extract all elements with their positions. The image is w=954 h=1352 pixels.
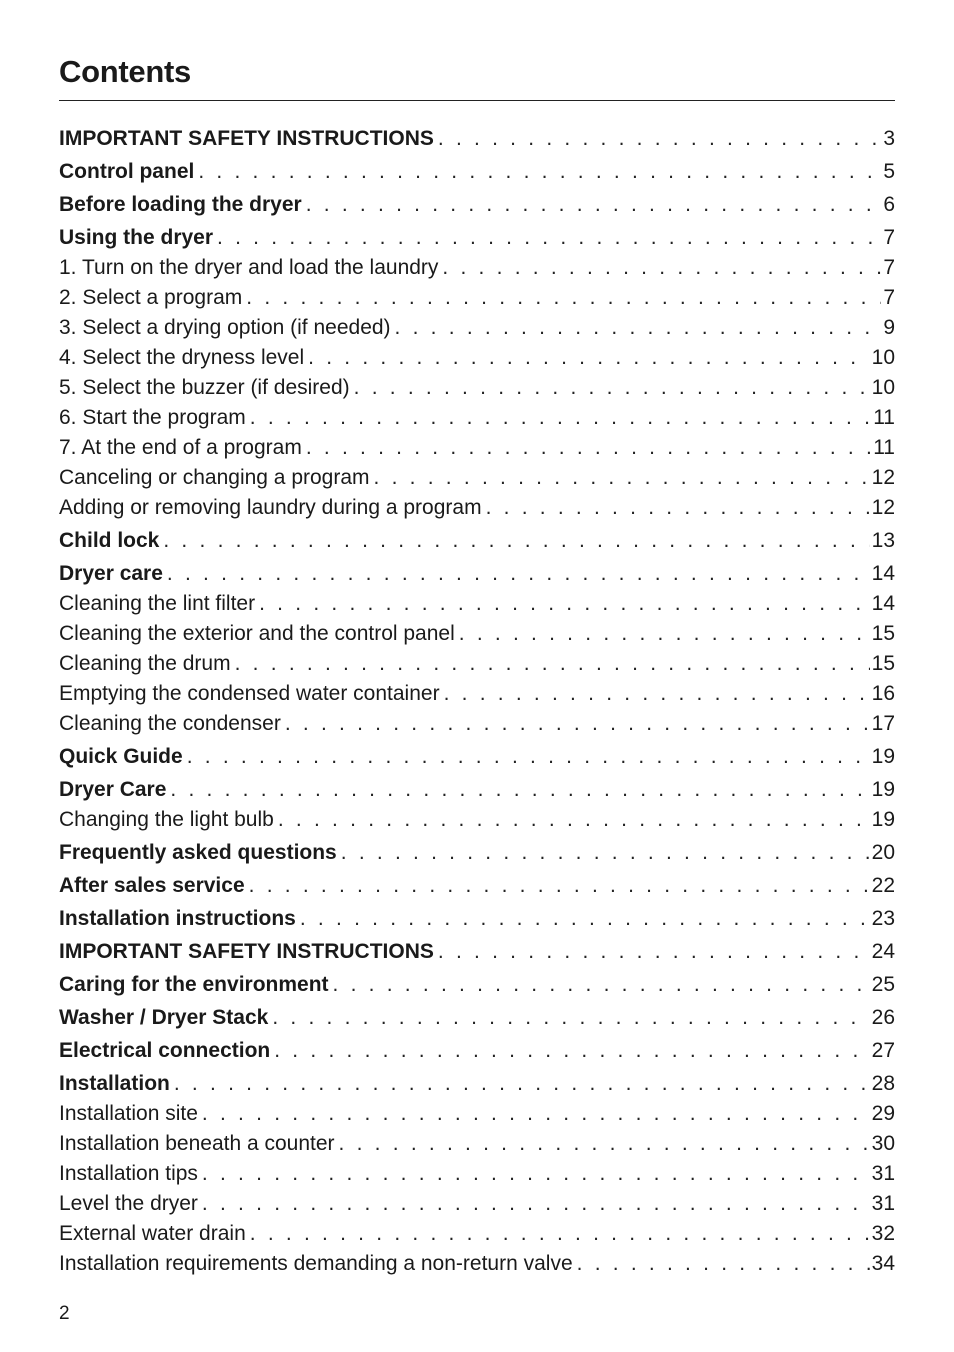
dot-leader (245, 871, 870, 901)
dot-leader (198, 1099, 870, 1129)
toc-entry-page: 12 (871, 466, 895, 489)
toc-entry-label: IMPORTANT SAFETY INSTRUCTIONS (59, 940, 434, 963)
dot-leader (302, 433, 871, 463)
dot-leader (246, 1219, 870, 1249)
toc-entry-label: External water drain (59, 1222, 246, 1245)
dot-leader (170, 1069, 870, 1099)
dot-leader (296, 904, 870, 934)
toc-entry-page: 12 (871, 496, 895, 519)
dot-leader (213, 223, 881, 253)
toc-section-entry[interactable] (59, 124, 895, 154)
toc-entry-label: Adding or removing laundry during a program (59, 496, 482, 519)
title-divider (59, 100, 895, 101)
page-title: Contents (59, 54, 191, 89)
toc-section-entry[interactable] (59, 526, 895, 556)
dot-leader (198, 1159, 870, 1189)
toc-entry-page: 30 (871, 1132, 895, 1155)
dot-leader (302, 190, 882, 220)
toc-entry-label: Dryer Care (59, 778, 167, 801)
toc-subentry[interactable] (59, 589, 895, 619)
toc-entry-label: Washer / Dryer Stack (59, 1006, 269, 1029)
toc-entry-page: 7 (883, 256, 895, 279)
toc-entry-label: Control panel (59, 160, 195, 183)
toc-subentry[interactable] (59, 1249, 895, 1279)
toc-entry-label: Frequently asked questions (59, 841, 337, 864)
dot-leader (194, 157, 881, 187)
toc-section-entry[interactable] (59, 970, 895, 1000)
toc-entry-page: 27 (871, 1039, 895, 1062)
dot-leader (337, 838, 870, 868)
dot-leader (183, 742, 870, 772)
toc-subentry[interactable] (59, 343, 895, 373)
dot-leader (274, 805, 870, 835)
toc-entry-page: 7 (883, 226, 895, 249)
toc-subentry[interactable] (59, 1219, 895, 1249)
toc-entry-label: IMPORTANT SAFETY INSTRUCTIONS (59, 127, 434, 150)
toc-subentry[interactable] (59, 463, 895, 493)
toc-entry-page: 14 (871, 592, 895, 615)
toc-subentry[interactable] (59, 649, 895, 679)
dot-leader (350, 373, 870, 403)
toc-entry-page: 15 (871, 622, 895, 645)
toc-entry-label: Caring for the environment (59, 973, 329, 996)
toc-subentry[interactable] (59, 373, 895, 403)
toc-section-entry[interactable] (59, 775, 895, 805)
toc-entry-page: 16 (871, 682, 895, 705)
dot-leader (482, 493, 870, 523)
toc-subentry[interactable] (59, 313, 895, 343)
toc-subentry[interactable] (59, 493, 895, 523)
toc-subentry[interactable] (59, 433, 895, 463)
toc-entry-label: 2. Select a program (59, 286, 243, 309)
page-number: 2 (59, 1303, 70, 1324)
toc-entry-page: 28 (871, 1072, 895, 1095)
dot-leader (391, 313, 882, 343)
toc-entry-page: 10 (871, 346, 895, 369)
dot-leader (242, 283, 881, 313)
toc-entry-label: 6. Start the program (59, 406, 246, 429)
toc-entry-page: 17 (871, 712, 895, 735)
toc-section-entry[interactable] (59, 1069, 895, 1099)
table-of-contents (59, 124, 895, 1279)
toc-entry-page: 29 (871, 1102, 895, 1125)
toc-entry-label: Dryer care (59, 562, 163, 585)
toc-entry-label: Child lock (59, 529, 160, 552)
toc-entry-page: 34 (871, 1252, 895, 1275)
toc-section-entry[interactable] (59, 190, 895, 220)
toc-entry-page: 6 (883, 193, 895, 216)
dot-leader (166, 775, 869, 805)
toc-entry-page: 9 (883, 316, 895, 339)
dot-leader (163, 559, 870, 589)
toc-entry-page: 31 (871, 1162, 895, 1185)
toc-entry-page: 11 (873, 406, 895, 429)
dot-leader (573, 1249, 870, 1279)
toc-subentry[interactable] (59, 1159, 895, 1189)
toc-entry-label: Cleaning the lint filter (59, 592, 256, 615)
toc-entry-label: Installation tips (59, 1162, 198, 1185)
dot-leader (255, 589, 870, 619)
toc-section-entry[interactable] (59, 157, 895, 187)
toc-entry-page: 19 (871, 745, 895, 768)
toc-entry-page: 13 (871, 529, 895, 552)
toc-entry-page: 22 (871, 874, 895, 897)
toc-section-entry[interactable] (59, 223, 895, 253)
dot-leader (270, 1036, 869, 1066)
toc-entry-page: 5 (883, 160, 895, 183)
dot-leader (268, 1003, 869, 1033)
toc-entry-page: 3 (883, 127, 895, 150)
toc-subentry[interactable] (59, 253, 895, 283)
toc-entry-label: Installation requirements demanding a non-return valve (59, 1252, 573, 1275)
toc-entry-label: After sales service (59, 874, 245, 897)
toc-entry-label: Cleaning the exterior and the control panel (59, 622, 455, 645)
dot-leader (329, 970, 870, 1000)
toc-entry-label: Before loading the dryer (59, 193, 302, 216)
dot-leader (438, 253, 881, 283)
toc-section-entry[interactable] (59, 937, 895, 967)
toc-subentry[interactable] (59, 1189, 895, 1219)
dot-leader (304, 343, 870, 373)
dot-leader (198, 1189, 870, 1219)
toc-entry-label: Installation site (59, 1102, 198, 1125)
toc-entry-label: Using the dryer (59, 226, 214, 249)
toc-section-entry[interactable] (59, 1003, 895, 1033)
toc-entry-label: Cleaning the condenser (59, 712, 281, 735)
dot-leader (434, 124, 881, 154)
toc-entry-page: 31 (871, 1192, 895, 1215)
toc-entry-label: 3. Select a drying option (if needed) (59, 316, 391, 339)
toc-subentry[interactable] (59, 679, 895, 709)
toc-entry-label: 4. Select the dryness level (59, 346, 305, 369)
toc-entry-label: Quick Guide (59, 745, 183, 768)
toc-subentry[interactable] (59, 403, 895, 433)
toc-entry-label: Canceling or changing a program (59, 466, 370, 489)
toc-entry-page: 23 (871, 907, 895, 930)
toc-entry-page: 11 (873, 436, 895, 459)
dot-leader (335, 1129, 870, 1159)
toc-section-entry[interactable] (59, 871, 895, 901)
toc-section-entry[interactable] (59, 1036, 895, 1066)
toc-section-entry[interactable] (59, 904, 895, 934)
dot-leader (281, 709, 870, 739)
toc-entry-label: Level the dryer (59, 1192, 198, 1215)
toc-section-entry[interactable] (59, 742, 895, 772)
toc-section-entry[interactable] (59, 838, 895, 868)
toc-entry-page: 15 (871, 652, 895, 675)
toc-entry-page: 19 (871, 808, 895, 831)
toc-entry-page: 19 (871, 778, 895, 801)
toc-entry-label: 7. At the end of a program (59, 436, 302, 459)
toc-subentry[interactable] (59, 805, 895, 835)
toc-entry-page: 26 (871, 1006, 895, 1029)
toc-entry-page: 32 (871, 1222, 895, 1245)
toc-entry-label: 5. Select the buzzer (if desired) (59, 376, 350, 399)
dot-leader (246, 403, 871, 433)
toc-entry-page: 20 (871, 841, 895, 864)
dot-leader (159, 526, 869, 556)
dot-leader (455, 619, 870, 649)
toc-entry-label: Installation instructions (59, 907, 296, 930)
toc-entry-page: 24 (871, 940, 895, 963)
dot-leader (231, 649, 870, 679)
toc-entry-label: Emptying the condensed water container (59, 682, 440, 705)
toc-entry-label: Electrical connection (59, 1039, 271, 1062)
toc-entry-label: Changing the light bulb (59, 808, 274, 831)
dot-leader (370, 463, 870, 493)
toc-entry-page: 14 (871, 562, 895, 585)
toc-entry-page: 25 (871, 973, 895, 996)
dot-leader (440, 679, 870, 709)
toc-entry-page: 7 (883, 286, 895, 309)
toc-subentry[interactable] (59, 1129, 895, 1159)
dot-leader (434, 937, 870, 967)
toc-entry-label: Installation (59, 1072, 170, 1095)
toc-subentry[interactable] (59, 709, 895, 739)
toc-entry-page: 10 (871, 376, 895, 399)
toc-subentry[interactable] (59, 1099, 895, 1129)
toc-entry-label: Installation beneath a counter (59, 1132, 335, 1155)
toc-entry-label: 1. Turn on the dryer and load the laundry (59, 256, 439, 279)
toc-subentry[interactable] (59, 619, 895, 649)
toc-entry-label: Cleaning the drum (59, 652, 231, 675)
toc-subentry[interactable] (59, 283, 895, 313)
toc-section-entry[interactable] (59, 559, 895, 589)
